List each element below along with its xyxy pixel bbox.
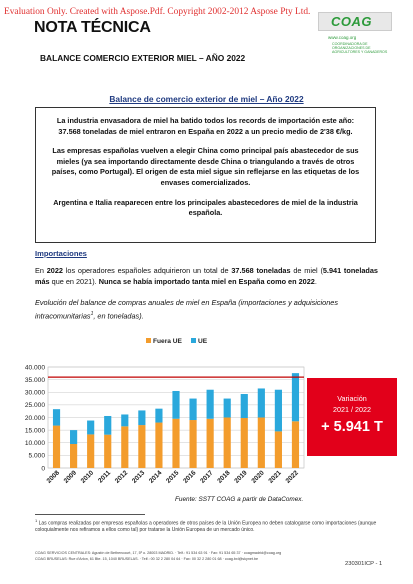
y-tick-label: 40.000 [24,364,45,372]
bar-ue [87,421,94,435]
bar-fuera-ue [87,434,94,468]
bar-fuera-ue [155,423,162,468]
footer-line-bruselas: COAG BRUSELAS: Rue d'Arlon, 61 Bte. 15, 1040 BRUSELAS. · Telf.: 00 32 2 280 04 64 · Fax: 00 32 2 280 01 68 · coag.bxl@skynet.be [35,557,259,562]
bar-fuera-ue [138,425,145,468]
bar-ue [53,409,60,425]
bar-ue [189,399,196,420]
x-tick-label: 2018 [216,469,232,485]
year-bold: 2022 [46,266,63,275]
coag-logo [318,12,390,60]
x-tick-label: 2011 [97,469,113,485]
footnote-text: Las compras realizadas por empresas españolas a operadores de otros países de la Unión Europea no deben catalogarse como importaciones (aunque coloquialmente nos refiramos a ellos como tal) por tratarse la Unión Europea de un mercado único. [35,520,377,534]
bar-fuera-ue [104,435,111,468]
page-number: 230301ICP - 1 [345,561,383,567]
page-footer [35,550,281,563]
footer-line-madrid: COAG SERVICIOS CENTRALES: Agustín de Bethencourt, 17, 5º o. 28003 MADRID. · Telf.: 91 534 63 91 · Fax: 91 534 65 37 · coagmadrid@coag.org [35,551,282,555]
x-tick-label: 2017 [199,469,215,485]
text-run: los operadores españoles adquirieron un total de [62,266,232,275]
summary-paragraph-2: Las empresas españolas vuelven a elegir China como principal país abastecedor de sus mieles (ya sea importando directamente desde China o triangulando a través de otros países, como Portugal). El origen de esta miel sigue sin reflejarse en las etiquetas de los envases comercializados. [51,146,360,187]
bar-ue [104,416,111,435]
importaciones-heading: Importaciones [35,249,87,258]
bar-ue [207,390,214,419]
summary-paragraph-1: La industria envasadora de miel ha batido todos los records de importación este año: 37.568 toneladas de miel entraron en España en 2022 a un precio medio de 2'38 €/kg. [56,116,355,136]
logo-url: www.coag.org [328,35,357,40]
x-tick-label: 2020 [250,469,266,485]
x-tick-label: 2021 [267,469,283,485]
variation-badge [307,378,397,456]
logo-box [318,12,392,31]
variation-value: + 5.941 T [321,419,383,435]
increase-bold: 5.941 toneladas más [35,266,378,286]
footnote-divider [35,514,145,515]
bar-fuera-ue [207,419,214,468]
bar-ue [138,410,145,425]
logo-text: COAG [331,14,372,29]
summary-box [35,107,376,243]
bar-fuera-ue [292,421,299,468]
bar-fuera-ue [258,418,265,469]
bar-fuera-ue [275,431,282,468]
legend-swatch [146,338,151,343]
y-tick-label: 20.000 [24,414,45,422]
bar-fuera-ue [189,420,196,468]
bar-ue [70,430,77,444]
summary-paragraph-3: Argentina e Italia reaparecen entre los principales abastecedores de miel de la industria española. [53,197,358,218]
y-tick-label: 15.000 [24,427,45,435]
text-run: de miel ( [290,266,323,275]
bar-fuera-ue [53,426,60,468]
evaluation-watermark: Evaluation Only. Created with Aspose.Pdf. Copyright 2002-2012 Aspose Pty Ltd. [4,7,311,17]
bar-fuera-ue [241,418,248,468]
y-tick-label: 30.000 [24,389,45,397]
total-bold: 37.568 toneladas [231,266,291,275]
x-tick-label: 2009 [62,469,79,485]
bar-ue [121,414,128,426]
x-tick-label: 2010 [79,469,96,485]
legend-swatch [191,338,196,343]
variation-period: 2021 / 2022 [333,405,371,414]
page-title: BALANCE COMERCIO EXTERIOR MIEL – AÑO 2022 [40,53,246,63]
x-tick-label: 2012 [113,469,130,485]
footnote-ref: 1 [90,310,94,317]
honey-imports-chart [14,334,309,494]
logo-subtitle: COORDINADORA DE ORGANIZACIONES DE AGRICULTORES Y GANADEROS [332,42,388,55]
bar-ue [258,388,265,417]
bar-fuera-ue [70,444,77,468]
x-tick-label: 2008 [45,469,61,485]
footnote [35,518,378,534]
legend-label: Fuera UE [153,338,182,345]
x-tick-label: 2022 [284,469,300,485]
y-tick-label: 0 [41,465,45,473]
bar-ue [292,373,299,421]
text-run: En [35,266,47,275]
caption-text-end: , en toneladas). [93,311,144,321]
bar-ue [275,390,282,432]
y-tick-label: 5.000 [28,452,45,460]
bar-ue [172,391,179,419]
y-tick-label: 35.000 [24,376,45,384]
bar-fuera-ue [121,426,128,468]
bar-fuera-ue [172,419,179,468]
text-run: que en 2021). [49,276,99,286]
bar-ue [241,394,248,418]
legend-label: UE [198,338,208,345]
x-tick-label: 2013 [130,469,147,485]
variation-label: Variación [337,394,367,403]
x-tick-label: 2015 [165,469,181,485]
y-tick-label: 25.000 [24,402,45,410]
text-run: . [314,276,317,286]
document-type: NOTA TÉCNICA [34,19,151,36]
bar-ue [155,409,162,423]
bar-fuera-ue [224,418,231,469]
y-tick-label: 10.000 [24,440,45,448]
importaciones-paragraph [35,266,378,287]
section-title: Balance de comercio exterior de miel – Año 2022 [109,94,304,104]
bar-ue [224,399,231,418]
x-tick-label: 2014 [148,469,164,485]
x-tick-label: 2016 [182,469,198,485]
footnote-number: 1 [35,518,38,523]
chart-caption [35,298,378,322]
chart-source: Fuente: SSTT COAG a partir de DataComex. [175,496,304,503]
x-tick-label: 2019 [233,469,249,485]
caption-text: Evolución del balance de compras anuales de miel en España (importaciones y adquisiciones intracomunitarias [35,298,338,321]
record-bold: Nunca se había importado tanta miel en España como en 2022 [98,276,315,286]
